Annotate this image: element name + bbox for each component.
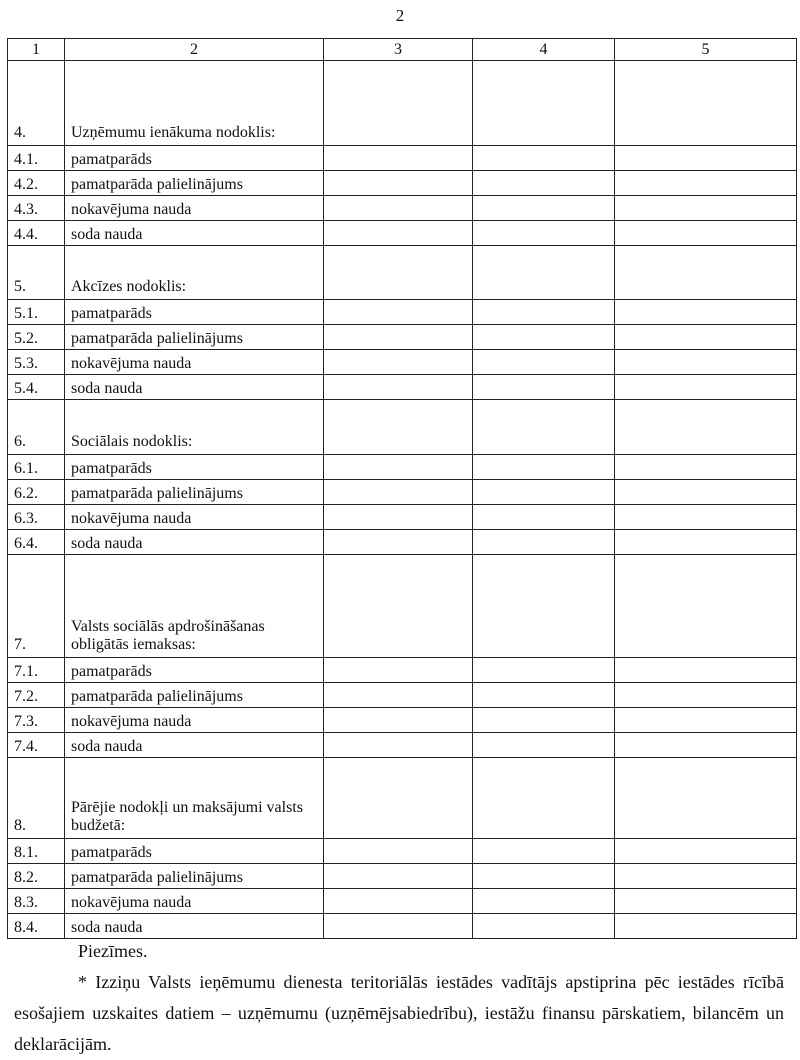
row-number: 6.3. [8,505,65,530]
row-label: nokavējuma nauda [65,350,324,375]
table-row [8,864,797,889]
value-cell [473,146,615,171]
row-label: soda nauda [65,733,324,758]
table-row [8,733,797,758]
section-row [8,400,797,455]
value-cell [324,658,473,683]
table-row [8,350,797,375]
value-cell [615,375,797,400]
value-cell [324,325,473,350]
section-title: Akcīzes nodoklis: [65,246,324,300]
section-number: 7. [8,555,65,658]
row-label: pamatparāda palielinājums [65,480,324,505]
value-cell [473,221,615,246]
table-row [8,375,797,400]
value-cell [324,914,473,939]
row-label: pamatparāds [65,658,324,683]
value-cell [473,864,615,889]
notes-section [14,936,784,1060]
value-cell [615,221,797,246]
value-cell [615,196,797,221]
row-number: 4.1. [8,146,65,171]
value-cell [615,889,797,914]
row-label: pamatparāds [65,146,324,171]
row-label: pamatparāds [65,839,324,864]
column-header: 3 [324,39,473,61]
table-row [8,708,797,733]
value-cell [324,864,473,889]
value-cell [324,505,473,530]
table-header-row [8,39,797,61]
row-number: 8.3. [8,889,65,914]
table-row [8,300,797,325]
value-cell [473,61,615,146]
table-row [8,325,797,350]
value-cell [473,171,615,196]
row-label: pamatparāds [65,300,324,325]
section-number: 5. [8,246,65,300]
table-row [8,530,797,555]
row-number: 5.3. [8,350,65,375]
row-number: 6.4. [8,530,65,555]
notes-heading: Piezīmes. [78,941,148,961]
value-cell [473,839,615,864]
value-cell [615,455,797,480]
row-number: 7.3. [8,708,65,733]
column-header: 5 [615,39,797,61]
tax-debt-table [7,38,797,939]
row-label: nokavējuma nauda [65,196,324,221]
column-header: 4 [473,39,615,61]
value-cell [615,530,797,555]
value-cell [324,196,473,221]
value-cell [324,889,473,914]
row-label: soda nauda [65,914,324,939]
row-label: pamatparāda palielinājums [65,683,324,708]
table-row [8,505,797,530]
row-label: nokavējuma nauda [65,505,324,530]
value-cell [324,530,473,555]
row-number: 6.1. [8,455,65,480]
row-number: 6.2. [8,480,65,505]
row-number: 4.4. [8,221,65,246]
section-row [8,61,797,146]
value-cell [473,758,615,839]
value-cell [473,530,615,555]
value-cell [615,505,797,530]
row-number: 7.1. [8,658,65,683]
table-row [8,889,797,914]
value-cell [324,839,473,864]
value-cell [324,171,473,196]
value-cell [615,839,797,864]
value-cell [473,505,615,530]
value-cell [324,733,473,758]
row-number: 5.2. [8,325,65,350]
value-cell [473,325,615,350]
row-label: nokavējuma nauda [65,708,324,733]
column-header: 2 [65,39,324,61]
value-cell [473,246,615,300]
value-cell [615,350,797,375]
row-number: 8.1. [8,839,65,864]
value-cell [324,708,473,733]
value-cell [615,300,797,325]
value-cell [473,375,615,400]
table-row [8,683,797,708]
value-cell [324,683,473,708]
row-label: pamatparāds [65,455,324,480]
value-cell [615,146,797,171]
value-cell [473,733,615,758]
row-number: 4.3. [8,196,65,221]
row-label: soda nauda [65,221,324,246]
value-cell [324,480,473,505]
table-row [8,146,797,171]
value-cell [615,914,797,939]
row-number: 8.4. [8,914,65,939]
value-cell [324,350,473,375]
row-number: 4.2. [8,171,65,196]
section-title: Sociālais nodoklis: [65,400,324,455]
value-cell [615,171,797,196]
row-label: nokavējuma nauda [65,889,324,914]
value-cell [615,400,797,455]
value-cell [615,683,797,708]
value-cell [615,555,797,658]
value-cell [473,350,615,375]
notes-text: * Izziņu Valsts ieņēmumu dienesta teritoriālās iestādes vadītājs apstiprina pēc iestādes rīcībā esošajiem uzskaites datiem – uzņēmumu (uzņēmējsabiedrību), iestāžu finansu pārskatiem, bilancēm un deklarācijām. [14,972,784,1054]
row-label: soda nauda [65,375,324,400]
section-number: 6. [8,400,65,455]
value-cell [473,196,615,221]
value-cell [615,708,797,733]
section-row [8,758,797,839]
value-cell [473,914,615,939]
table-row [8,196,797,221]
row-label: pamatparāda palielinājums [65,325,324,350]
table-row [8,455,797,480]
value-cell [473,658,615,683]
section-title: Pārējie nodokļi un maksājumi valsts budžetā: [65,758,324,839]
table-row [8,171,797,196]
value-cell [615,246,797,300]
row-number: 7.4. [8,733,65,758]
value-cell [473,889,615,914]
value-cell [324,400,473,455]
value-cell [473,455,615,480]
value-cell [324,246,473,300]
table-row [8,914,797,939]
value-cell [615,480,797,505]
table-row [8,658,797,683]
row-number: 8.2. [8,864,65,889]
value-cell [615,733,797,758]
value-cell [324,221,473,246]
row-label: pamatparāda palielinājums [65,171,324,196]
value-cell [473,400,615,455]
value-cell [615,864,797,889]
value-cell [615,658,797,683]
value-cell [615,325,797,350]
value-cell [324,455,473,480]
row-number: 5.1. [8,300,65,325]
section-number: 8. [8,758,65,839]
value-cell [615,758,797,839]
value-cell [473,300,615,325]
section-title: Valsts sociālās apdrošināšanas obligātās iemaksas: [65,555,324,658]
value-cell [324,146,473,171]
value-cell [324,555,473,658]
value-cell [324,375,473,400]
table-row [8,480,797,505]
value-cell [473,683,615,708]
section-row [8,555,797,658]
value-cell [615,61,797,146]
row-label: soda nauda [65,530,324,555]
section-title: Uzņēmumu ienākuma nodoklis: [65,61,324,146]
row-label: pamatparāda palielinājums [65,864,324,889]
table-row [8,839,797,864]
section-row [8,246,797,300]
row-number: 7.2. [8,683,65,708]
value-cell [473,555,615,658]
value-cell [473,708,615,733]
column-header: 1 [8,39,65,61]
value-cell [473,480,615,505]
value-cell [324,758,473,839]
row-number: 5.4. [8,375,65,400]
value-cell [324,300,473,325]
page-number: 2 [395,6,405,25]
value-cell [324,61,473,146]
section-number: 4. [8,61,65,146]
table-row [8,221,797,246]
